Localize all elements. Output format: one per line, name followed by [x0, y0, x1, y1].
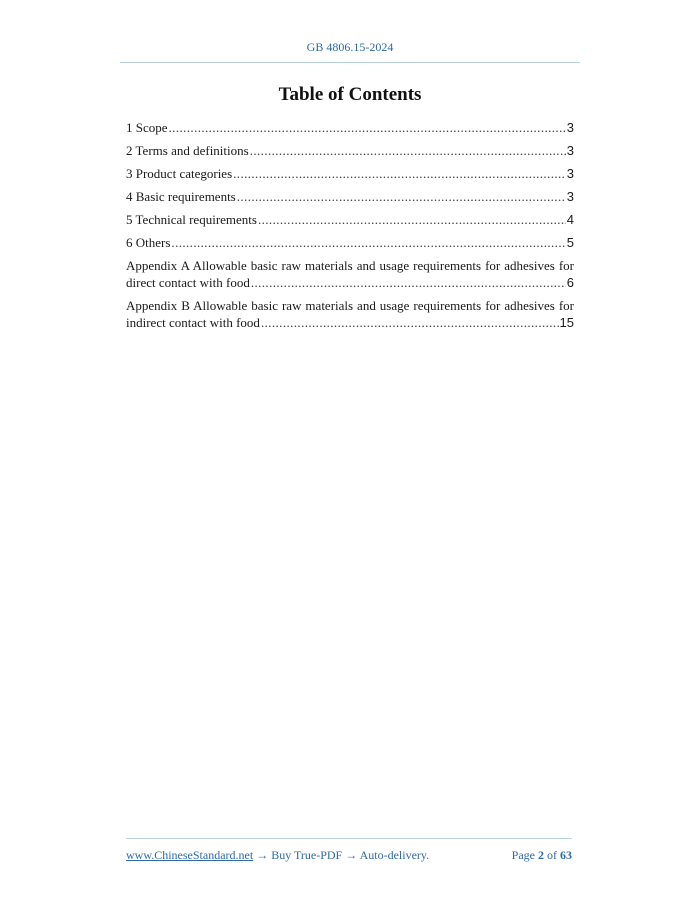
- toc-page-number: 3: [566, 166, 574, 181]
- dot-leader: [171, 234, 565, 251]
- toc-entry-basic-requirements[interactable]: [126, 188, 574, 205]
- toc-entry-text-line2: direct contact with food: [126, 275, 250, 290]
- toc-entry-text: 5 Technical requirements: [126, 212, 257, 227]
- footer-divider: [126, 838, 572, 839]
- toc-entry-text: 6 Others: [126, 235, 171, 250]
- dot-leader: [169, 119, 566, 136]
- toc-entry-terms[interactable]: [126, 142, 574, 159]
- dot-leader: [233, 165, 566, 182]
- toc-page-number: 15: [559, 315, 574, 330]
- arrow-right-icon: →: [256, 848, 269, 862]
- delivery-text: Auto-delivery.: [359, 848, 430, 862]
- dot-leader: [251, 274, 566, 291]
- toc-page-number: 3: [566, 189, 574, 204]
- toc-entry-text-line1: Appendix A Allowable basic raw materials and usage requirements for adhesives for: [126, 258, 574, 273]
- arrow-right-icon: →: [345, 848, 358, 862]
- toc-page-number: 3: [566, 120, 574, 135]
- toc-page-number: 6: [566, 275, 574, 290]
- toc-page-number: 4: [566, 212, 574, 227]
- toc-entry-text-line2: indirect contact with food: [126, 315, 260, 330]
- toc-entry-scope[interactable]: [126, 119, 574, 136]
- dot-leader: [237, 188, 566, 205]
- toc-page-number: 3: [566, 143, 574, 158]
- of-label: of: [547, 848, 557, 862]
- toc-entry-text: 2 Terms and definitions: [126, 143, 249, 158]
- toc-page-number: 5: [566, 235, 574, 250]
- toc-entry-technical-requirements[interactable]: [126, 211, 574, 228]
- header-divider: [120, 62, 580, 63]
- toc-entry-text-line1: Appendix B Allowable basic raw materials and usage requirements for adhesives for: [126, 298, 574, 313]
- toc-entry-text: 3 Product categories: [126, 166, 233, 181]
- dot-leader: [261, 314, 559, 331]
- running-header: GB 4806.15-2024: [306, 40, 394, 54]
- dot-leader: [250, 142, 566, 159]
- table-of-contents: [126, 119, 574, 337]
- website-link[interactable]: www.ChineseStandard.net: [126, 848, 254, 862]
- toc-entry-others[interactable]: [126, 234, 574, 251]
- footer-promo: [126, 848, 429, 863]
- page-label: Page: [511, 848, 535, 862]
- toc-entry-product-categories[interactable]: [126, 165, 574, 182]
- total-page-count: 63: [560, 848, 572, 862]
- current-page-number: 2: [538, 848, 544, 862]
- toc-entry-appendix-b[interactable]: [126, 297, 574, 331]
- toc-entry-text: 1 Scope: [126, 120, 168, 135]
- toc-entry-appendix-a[interactable]: [126, 257, 574, 291]
- dot-leader: [258, 211, 566, 228]
- buy-text: Buy True-PDF: [271, 848, 343, 862]
- toc-entry-text: 4 Basic requirements: [126, 189, 236, 204]
- toc-title: Table of Contents: [278, 84, 422, 105]
- page-indicator: [512, 848, 572, 863]
